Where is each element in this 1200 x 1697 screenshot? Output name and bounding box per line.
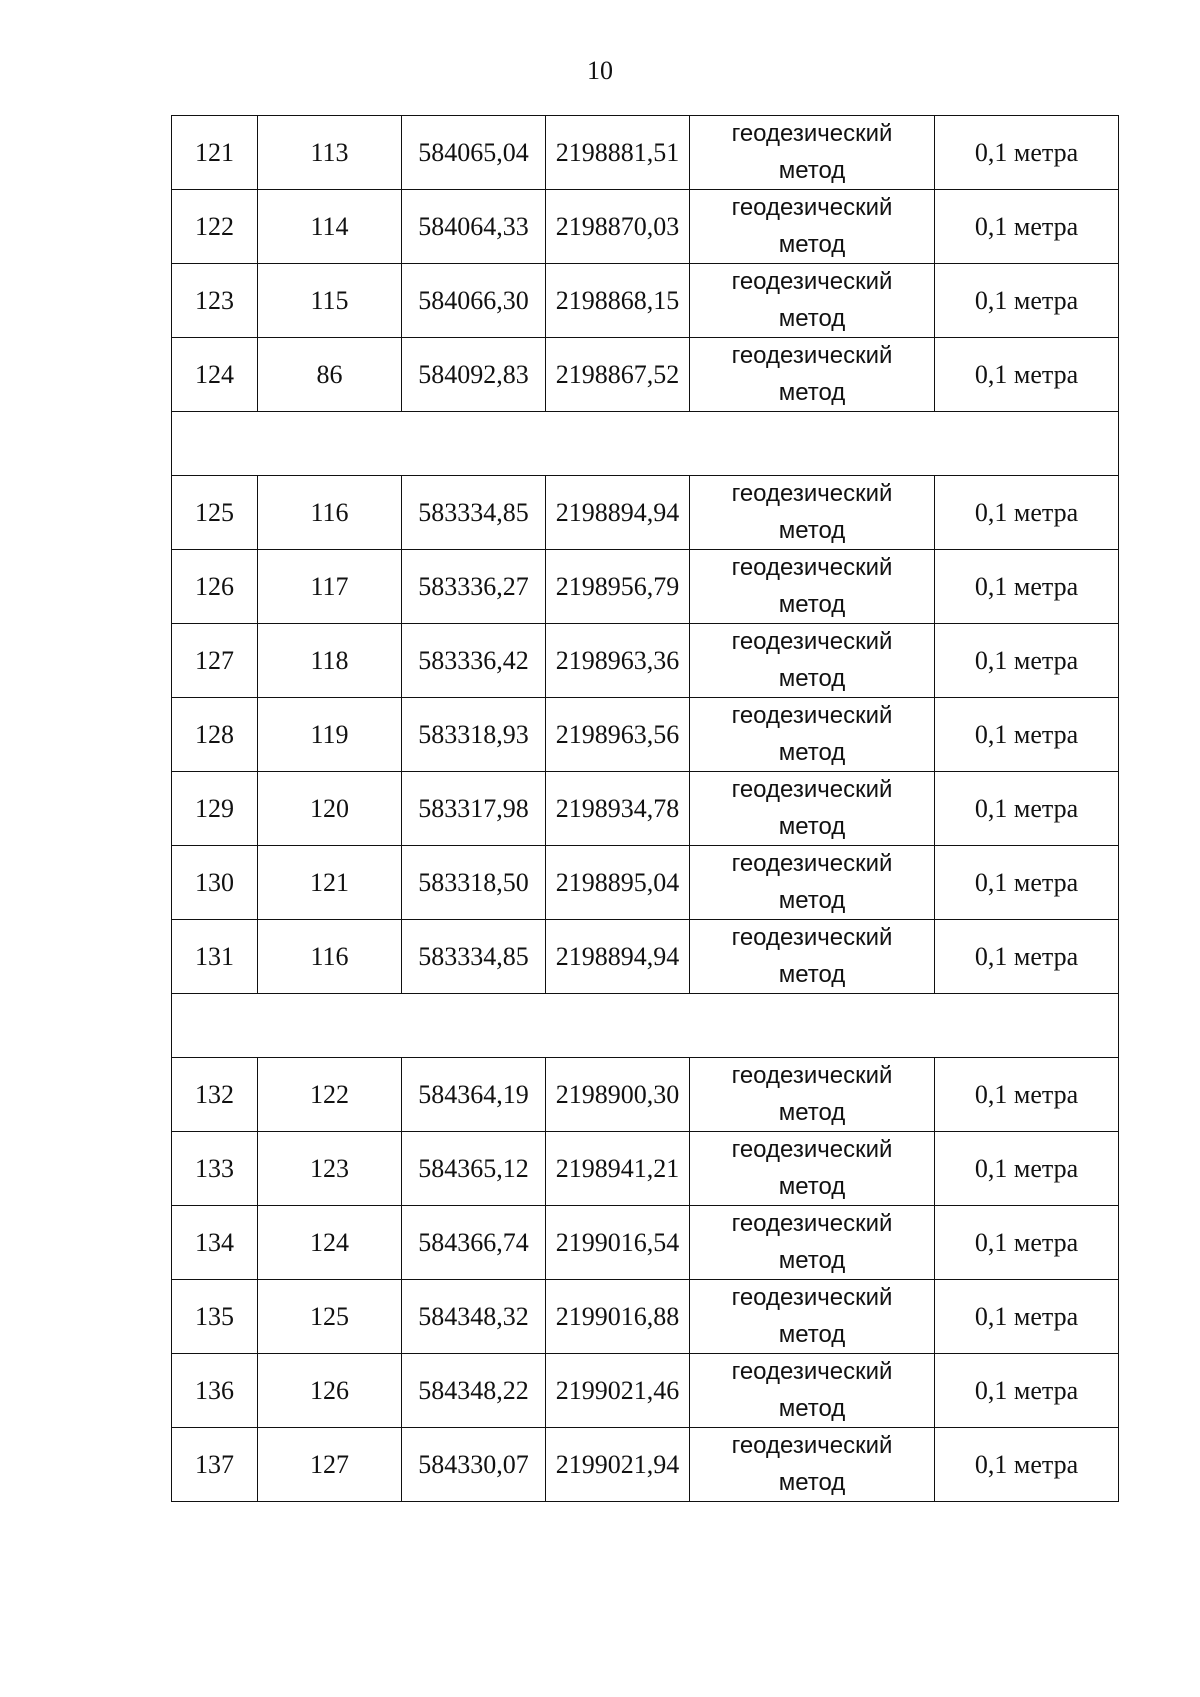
method-cell	[690, 698, 935, 772]
method-cell	[690, 1428, 935, 1502]
y-coordinate-cell: 2199016,54	[546, 1206, 690, 1280]
row-index-cell: 124	[172, 338, 258, 412]
method-cell	[690, 1354, 935, 1428]
coordinates-table-body	[172, 116, 1119, 1502]
y-coordinate-cell: 2198870,03	[546, 190, 690, 264]
table-row	[172, 550, 1119, 624]
accuracy-cell: 0,1 метра	[935, 1428, 1119, 1502]
method-line-2: метод	[778, 1099, 846, 1126]
method-cell	[690, 116, 935, 190]
method-cell	[690, 1132, 935, 1206]
method-line-2: метод	[778, 1247, 846, 1274]
method-line-1: геодезический	[731, 554, 893, 581]
table-row	[172, 920, 1119, 994]
x-coordinate-cell: 584348,22	[402, 1354, 546, 1428]
row-index-cell: 128	[172, 698, 258, 772]
method-line-2: метод	[778, 1395, 846, 1422]
table-row	[172, 1428, 1119, 1502]
row-index-cell: 131	[172, 920, 258, 994]
table-row	[172, 116, 1119, 190]
point-number-cell: 122	[258, 1058, 402, 1132]
table-row	[172, 1206, 1119, 1280]
x-coordinate-cell: 583317,98	[402, 772, 546, 846]
point-number-cell: 126	[258, 1354, 402, 1428]
row-index-cell: 123	[172, 264, 258, 338]
method-line-1: геодезический	[731, 120, 893, 147]
row-index-cell: 135	[172, 1280, 258, 1354]
point-number-cell: 121	[258, 846, 402, 920]
accuracy-cell: 0,1 метра	[935, 1058, 1119, 1132]
y-coordinate-cell: 2198894,94	[546, 920, 690, 994]
y-coordinate-cell: 2198934,78	[546, 772, 690, 846]
method-cell	[690, 920, 935, 994]
method-line-2: метод	[778, 665, 846, 692]
table-row	[172, 1058, 1119, 1132]
point-number-cell: 114	[258, 190, 402, 264]
x-coordinate-cell: 584365,12	[402, 1132, 546, 1206]
table-row	[172, 1280, 1119, 1354]
method-line-1: геодезический	[731, 924, 893, 951]
method-line-1: геодезический	[731, 342, 893, 369]
method-line-1: геодезический	[731, 1062, 893, 1089]
accuracy-cell: 0,1 метра	[935, 264, 1119, 338]
x-coordinate-cell: 583318,93	[402, 698, 546, 772]
method-line-2: метод	[778, 231, 846, 258]
x-coordinate-cell: 583336,42	[402, 624, 546, 698]
row-index-cell: 132	[172, 1058, 258, 1132]
method-line-2: метод	[778, 1469, 846, 1496]
method-line-1: геодезический	[731, 628, 893, 655]
table-row	[172, 1354, 1119, 1428]
point-number-cell: 116	[258, 476, 402, 550]
method-line-1: геодезический	[731, 850, 893, 877]
method-cell	[690, 846, 935, 920]
section-separator-row	[172, 994, 1119, 1058]
method-cell	[690, 772, 935, 846]
table-row	[172, 846, 1119, 920]
point-number-cell: 113	[258, 116, 402, 190]
method-line-2: метод	[778, 961, 846, 988]
method-line-2: метод	[778, 1173, 846, 1200]
point-number-cell: 86	[258, 338, 402, 412]
method-cell	[690, 1280, 935, 1354]
method-line-1: геодезический	[731, 1136, 893, 1163]
method-line-1: геодезический	[731, 1284, 893, 1311]
method-line-2: метод	[778, 305, 846, 332]
method-line-2: метод	[778, 379, 846, 406]
accuracy-cell: 0,1 метра	[935, 1354, 1119, 1428]
method-line-1: геодезический	[731, 480, 893, 507]
row-index-cell: 130	[172, 846, 258, 920]
method-line-1: геодезический	[731, 1432, 893, 1459]
x-coordinate-cell: 583334,85	[402, 920, 546, 994]
accuracy-cell: 0,1 метра	[935, 116, 1119, 190]
x-coordinate-cell: 584065,04	[402, 116, 546, 190]
y-coordinate-cell: 2198894,94	[546, 476, 690, 550]
row-index-cell: 133	[172, 1132, 258, 1206]
point-number-cell: 119	[258, 698, 402, 772]
row-index-cell: 134	[172, 1206, 258, 1280]
y-coordinate-cell: 2198941,21	[546, 1132, 690, 1206]
method-line-1: геодезический	[731, 1210, 893, 1237]
method-cell	[690, 264, 935, 338]
x-coordinate-cell: 584330,07	[402, 1428, 546, 1502]
table-row	[172, 476, 1119, 550]
y-coordinate-cell: 2198956,79	[546, 550, 690, 624]
row-index-cell: 121	[172, 116, 258, 190]
table-row	[172, 1132, 1119, 1206]
accuracy-cell: 0,1 метра	[935, 550, 1119, 624]
row-index-cell: 136	[172, 1354, 258, 1428]
accuracy-cell: 0,1 метра	[935, 476, 1119, 550]
point-number-cell: 115	[258, 264, 402, 338]
accuracy-cell: 0,1 метра	[935, 1206, 1119, 1280]
method-cell	[690, 476, 935, 550]
method-line-2: метод	[778, 157, 846, 184]
accuracy-cell: 0,1 метра	[935, 190, 1119, 264]
y-coordinate-cell: 2198895,04	[546, 846, 690, 920]
accuracy-cell: 0,1 метра	[935, 624, 1119, 698]
table-row	[172, 264, 1119, 338]
point-number-cell: 127	[258, 1428, 402, 1502]
point-number-cell: 117	[258, 550, 402, 624]
row-index-cell: 137	[172, 1428, 258, 1502]
y-coordinate-cell: 2198900,30	[546, 1058, 690, 1132]
method-line-1: геодезический	[731, 268, 893, 295]
table-row	[172, 190, 1119, 264]
method-cell	[690, 1206, 935, 1280]
method-cell	[690, 550, 935, 624]
y-coordinate-cell: 2198868,15	[546, 264, 690, 338]
method-cell	[690, 338, 935, 412]
method-line-2: метод	[778, 591, 846, 618]
table-row	[172, 698, 1119, 772]
row-index-cell: 127	[172, 624, 258, 698]
method-line-1: геодезический	[731, 1358, 893, 1385]
method-line-2: метод	[778, 1321, 846, 1348]
point-number-cell: 124	[258, 1206, 402, 1280]
accuracy-cell: 0,1 метра	[935, 338, 1119, 412]
coordinates-table	[171, 115, 1119, 1502]
x-coordinate-cell: 583336,27	[402, 550, 546, 624]
section-separator-cell	[172, 994, 1119, 1058]
x-coordinate-cell: 583318,50	[402, 846, 546, 920]
method-cell	[690, 190, 935, 264]
table-row	[172, 772, 1119, 846]
x-coordinate-cell: 584066,30	[402, 264, 546, 338]
page-number: 10	[587, 56, 613, 85]
x-coordinate-cell: 584348,32	[402, 1280, 546, 1354]
y-coordinate-cell: 2198963,56	[546, 698, 690, 772]
method-line-1: геодезический	[731, 776, 893, 803]
x-coordinate-cell: 584092,83	[402, 338, 546, 412]
x-coordinate-cell: 584064,33	[402, 190, 546, 264]
y-coordinate-cell: 2199021,46	[546, 1354, 690, 1428]
method-line-2: метод	[778, 739, 846, 766]
row-index-cell: 122	[172, 190, 258, 264]
x-coordinate-cell: 583334,85	[402, 476, 546, 550]
y-coordinate-cell: 2198867,52	[546, 338, 690, 412]
method-line-2: метод	[778, 887, 846, 914]
method-cell	[690, 1058, 935, 1132]
accuracy-cell: 0,1 метра	[935, 698, 1119, 772]
method-line-2: метод	[778, 517, 846, 544]
method-line-1: геодезический	[731, 702, 893, 729]
row-index-cell: 129	[172, 772, 258, 846]
row-index-cell: 125	[172, 476, 258, 550]
y-coordinate-cell: 2199021,94	[546, 1428, 690, 1502]
point-number-cell: 123	[258, 1132, 402, 1206]
accuracy-cell: 0,1 метра	[935, 920, 1119, 994]
point-number-cell: 116	[258, 920, 402, 994]
accuracy-cell: 0,1 метра	[935, 1280, 1119, 1354]
row-index-cell: 126	[172, 550, 258, 624]
y-coordinate-cell: 2198963,36	[546, 624, 690, 698]
x-coordinate-cell: 584366,74	[402, 1206, 546, 1280]
x-coordinate-cell: 584364,19	[402, 1058, 546, 1132]
method-cell	[690, 624, 935, 698]
section-separator-cell	[172, 412, 1119, 476]
accuracy-cell: 0,1 метра	[935, 846, 1119, 920]
method-line-2: метод	[778, 813, 846, 840]
y-coordinate-cell: 2199016,88	[546, 1280, 690, 1354]
table-row	[172, 624, 1119, 698]
accuracy-cell: 0,1 метра	[935, 772, 1119, 846]
point-number-cell: 125	[258, 1280, 402, 1354]
accuracy-cell: 0,1 метра	[935, 1132, 1119, 1206]
method-line-1: геодезический	[731, 194, 893, 221]
table-row	[172, 338, 1119, 412]
section-separator-row	[172, 412, 1119, 476]
point-number-cell: 118	[258, 624, 402, 698]
point-number-cell: 120	[258, 772, 402, 846]
y-coordinate-cell: 2198881,51	[546, 116, 690, 190]
